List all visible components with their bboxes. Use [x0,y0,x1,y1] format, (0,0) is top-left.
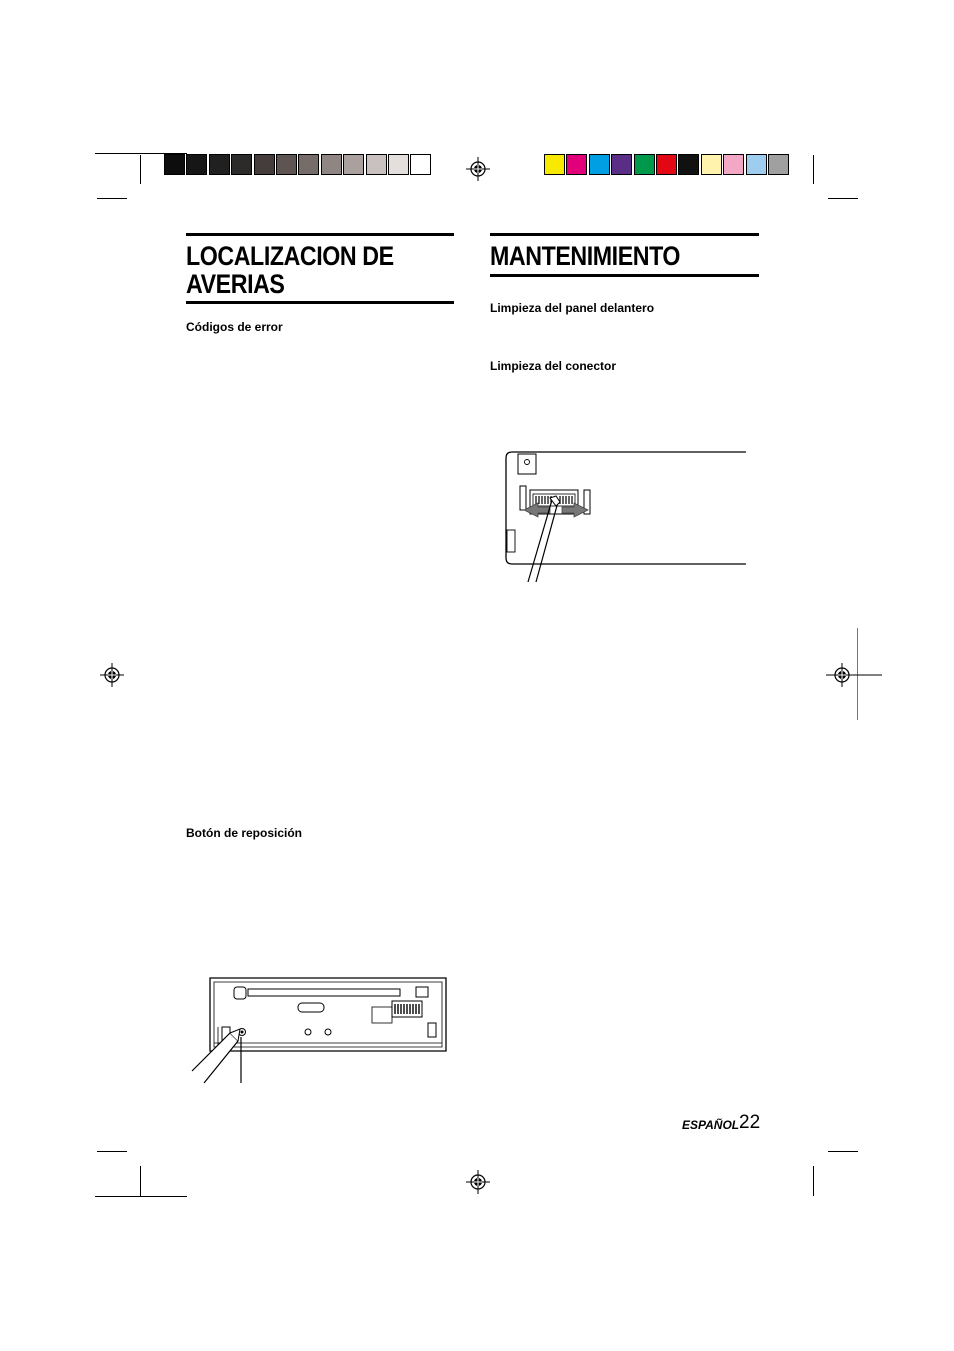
color-swatch [701,154,722,175]
color-swatch [366,154,387,175]
color-swatch [566,154,587,175]
section-title: MANTENIMIENTO [490,241,681,271]
color-swatch [678,154,699,175]
color-swatch [388,154,409,175]
color-swatch [768,154,789,175]
color-swatch [276,154,297,175]
color-swatch [164,154,185,175]
color-swatch [298,154,319,175]
page-number: 22 [739,1112,761,1133]
title-rule-top [186,233,454,236]
color-swatch [209,154,230,175]
color-swatch [723,154,744,175]
color-swatch [186,154,207,175]
color-swatch [656,154,677,175]
crop-mark [97,1151,127,1152]
crop-mark [140,155,141,184]
color-swatch [544,154,565,175]
color-swatch [746,154,767,175]
crop-mark [95,1196,187,1197]
title-rule-bottom [186,301,454,304]
title-rule-top [490,233,759,236]
color-swatch [231,154,252,175]
registration-mark-icon [466,157,490,181]
subheading-reset-button: Botón de reposición [186,826,303,840]
color-swatch [321,154,342,175]
section-title-line1: LOCALIZACION DE [186,241,394,271]
color-swatch [589,154,610,175]
connector-cleaning-illustration [500,448,752,584]
color-swatch [254,154,275,175]
color-swatch [634,154,655,175]
crop-mark [813,1166,814,1196]
title-rule-bottom [490,274,759,277]
crop-mark [97,198,127,199]
subheading-connector-cleaning: Limpieza del conector [490,359,617,373]
crop-mark [813,155,814,184]
color-swatch [611,154,632,175]
registration-mark-icon [466,1170,490,1194]
crop-mark [828,198,858,199]
color-swatch [343,154,364,175]
registration-mark-icon [826,663,882,687]
crop-mark [828,1151,858,1152]
subheading-error-codes: Códigos de error [186,320,283,334]
reset-button-illustration [190,975,452,1085]
color-swatch [410,154,431,175]
footer-language: ESPAÑOL [682,1118,740,1132]
section-title-line2: AVERIAS [186,269,285,299]
subheading-front-panel-cleaning: Limpieza del panel delantero [490,301,655,315]
crop-mark [140,1166,141,1196]
registration-mark-icon [100,663,124,687]
